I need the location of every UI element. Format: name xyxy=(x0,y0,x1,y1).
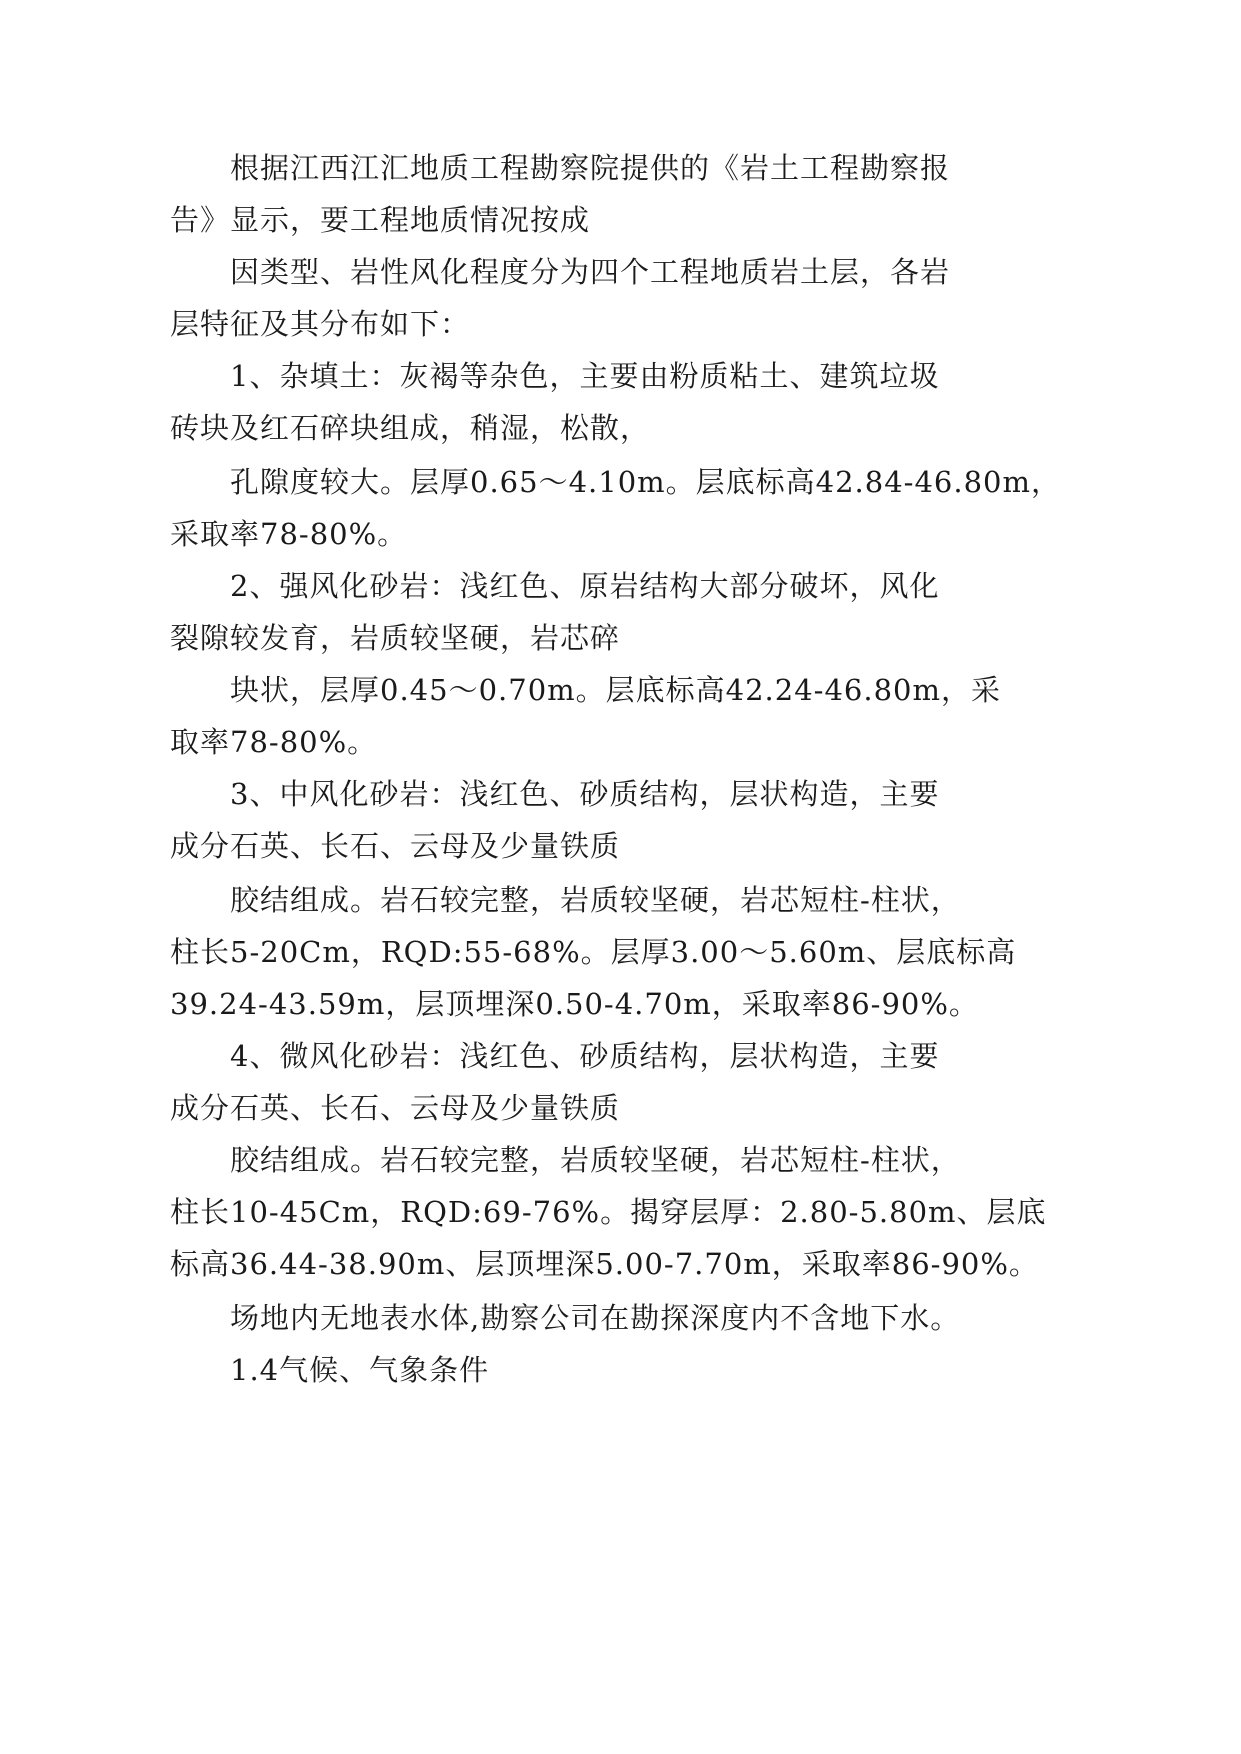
text-line: 取率78-80%。 xyxy=(170,725,378,759)
text-line: 场地内无地表水体,勘察公司在勘探深度内不含地下水。 xyxy=(230,1301,961,1335)
text-line: 1、杂填土：灰褐等杂色，主要由粉质粘土、建筑垃圾 xyxy=(230,359,940,393)
text-line: 根据江西江汇地质工程勘察院提供的《岩土工程勘察报 xyxy=(230,151,951,185)
text-line: 砖块及红石碎块组成，稍湿，松散， xyxy=(170,411,651,445)
text-line: 孔隙度较大。层厚0.65～4.10m。层底标高42.84-46.80m， xyxy=(230,465,1061,499)
text-line: 裂隙较发育，岩质较坚硬，岩芯碎 xyxy=(170,621,621,655)
text-line: 成分石英、长石、云母及少量铁质 xyxy=(170,829,621,863)
text-line: 块状，层厚0.45～0.70m。层底标高42.24-46.80m，采 xyxy=(230,673,1001,707)
text-line: 因类型、岩性风化程度分为四个工程地质岩土层，各岩 xyxy=(230,255,951,289)
text-line: 2、强风化砂岩：浅红色、原岩结构大部分破坏，风化 xyxy=(230,569,940,603)
text-line: 告》显示，要工程地质情况按成 xyxy=(170,203,591,237)
text-line: 柱长10-45Cm，RQD:69-76%。揭穿层厚：2.80-5.80m、层底 xyxy=(170,1195,1047,1229)
text-line: 成分石英、长石、云母及少量铁质 xyxy=(170,1091,621,1125)
text-line: 胶结组成。岩石较完整，岩质较坚硬，岩芯短柱-柱状， xyxy=(230,1143,961,1177)
text-line: 39.24-43.59m，层顶埋深0.50-4.70m，采取率86-90%。 xyxy=(170,987,979,1021)
text-line: 采取率78-80%。 xyxy=(170,517,408,551)
text-line: 标高36.44-38.90m、层顶埋深5.00-7.70m，采取率86-90%。 xyxy=(170,1247,1039,1281)
text-line: 层特征及其分布如下： xyxy=(170,307,471,341)
section-heading: 1.4气候、气象条件 xyxy=(230,1353,490,1387)
text-line: 胶结组成。岩石较完整，岩质较坚硬，岩芯短柱-柱状， xyxy=(230,883,961,917)
text-line: 柱长5-20Cm，RQD:55-68%。层厚3.00～5.60m、层底标高 xyxy=(170,935,1017,969)
text-line: 3、中风化砂岩：浅红色、砂质结构，层状构造，主要 xyxy=(230,777,940,811)
text-line: 4、微风化砂岩：浅红色、砂质结构，层状构造，主要 xyxy=(230,1039,940,1073)
